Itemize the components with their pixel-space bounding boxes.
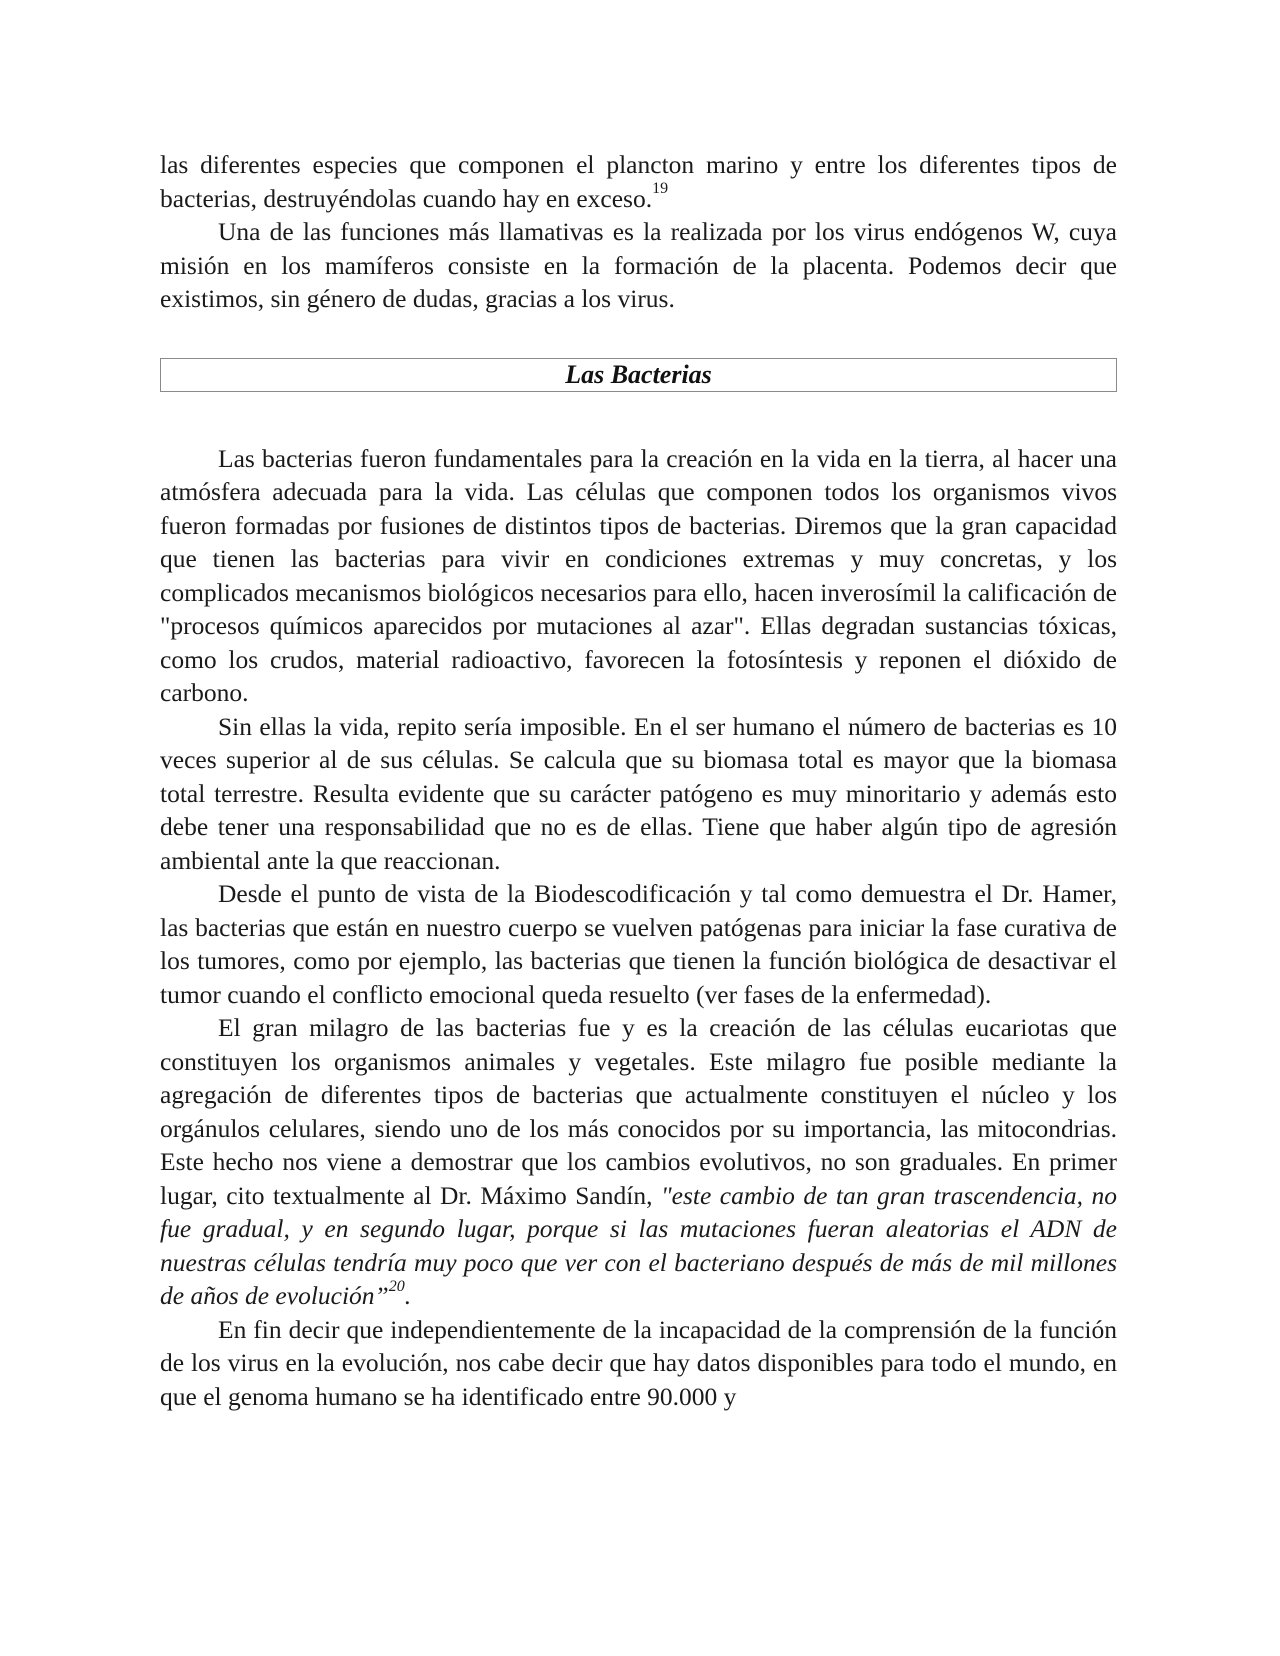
paragraph-plancton-text: las diferentes especies que componen el plancton marino y entre los diferentes tipos de bacterias, destruyéndolas cuando hay en exceso. <box>160 150 1117 213</box>
paragraph-sin-ellas: Sin ellas la vida, repito sería imposible. En el ser humano el número de bacterias es 10 veces superior al de sus células. Se calcula que su biomasa total es mayor que la biomasa total terrestre. Resulta evidente que su carácter patógeno es muy minoritario y además esto debe tener una responsabilidad que no es de ellas. Tiene que haber algún tipo de agresión ambiental ante la que reaccionan. <box>160 711 1117 875</box>
footnote-ref-20-number: 20 <box>388 1277 405 1295</box>
footnote-ref-19[interactable]: 19 <box>652 180 669 197</box>
paragraph-plancton <box>160 148 1117 215</box>
paragraph-gran-milagro-text: El gran milagro de las bacterias fue y es la creación de las células eucariotas que constituyen los organismos animales y vegetales. Este milagro fue posible mediante la agregación de diferentes tipos de bacterias que actualmente constituyen el núcleo y los orgánulos celulares, siendo uno de los más conocidos por su importancia, las mitocondrias. Este hecho nos viene a demostrar que los cambios evolutivos, no son graduales. En primer lugar, cito textualmente al Dr. Máximo Sandín, <box>160 1013 1117 1210</box>
paragraph-gran-milagro <box>160 1011 1117 1313</box>
paragraph-biodescodificacion: Desde el punto de vista de la Biodescodificación y tal como demuestra el Dr. Hamer, las bacterias que están en nuestro cuerpo se vuelven patógenas para iniciar la fase curativa de los tumores, como por ejemplo, las bacterias que tienen la función biológica de desactivar el tumor cuando el conflicto emocional queda resuelto (ver fases de la enfermedad). <box>160 879 1117 1009</box>
section-title: Las Bacterias <box>565 359 712 389</box>
footnote-ref-20[interactable] <box>389 1278 405 1295</box>
quote-sandin: "este cambio de tan gran trascendencia, no fue gradual, y en segundo lugar, porque si las mutaciones fueran aleatorias el ADN de nuestras células tendría muy poco que ver con el bacteriano después de más de mil millones de años de evolución” <box>160 1180 1117 1310</box>
document-page <box>160 148 1117 1413</box>
paragraph-bacterias-fundamentales: Las bacterias fueron fundamentales para la creación en la vida en la tierra, al hacer una atmósfera adecuada para la vida. Las células que componen todos los organismos vivos fueron formadas por fusiones de distintos tipos de bacterias. Diremos que la gran capacidad que tienen las bacterias para vivir en condiciones extremas y muy concretas, y los complicados mecanismos biológicos necesarios para ello, hacen inverosímil la calificación de "procesos químicos aparecidos por mutaciones al azar". Ellas degradan sustancias tóxicas, como los crudos, material radioactivo, favorecen la fotosíntesis y reponen el dióxido de carbono. <box>160 443 1117 707</box>
section-heading-box <box>160 358 1117 392</box>
paragraph-virus-endogenos: Una de las funciones más llamativas es la realizada por los virus endógenos W, cuya misión en los mamíferos consiste en la formación de la placenta. Podemos decir que existimos, sin género de dudas, gracias a los virus. <box>160 217 1117 313</box>
paragraph-en-fin: En fin decir que independientemente de la incapacidad de la comprensión de la función de los virus en la evolución, nos cabe decir que hay datos disponibles para todo el mundo, en que el genoma humano se ha identificado entre 90.000 y <box>160 1314 1117 1411</box>
quote-end-period: . <box>404 1281 412 1310</box>
